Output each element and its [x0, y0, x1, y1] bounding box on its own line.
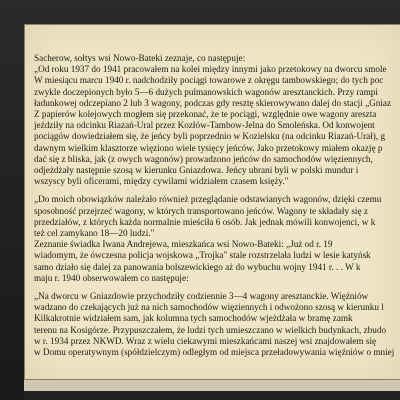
text-line: też cel zamykano 18—20 ludzi."	[34, 228, 155, 239]
text-line: w Domu operatywnym (spółdzielczym) odległym od miejsca przeładowywania więźniów o mniej	[34, 347, 395, 358]
text-line: wiadomym, że ówczesna policja wojskowa „Trojka" stale rozstrzelała ludzi w lesie katyńsk	[34, 250, 371, 261]
text-line: przedziałów, z których każda normalnie mieściła 6 osób. Jak jednak mówili konwojenci, w k	[34, 216, 376, 227]
text-line: Kilkakrotnie widziałem sam, jak kolumna tych samochodów wjeżdżała w bramę zamk	[34, 313, 353, 324]
text-line: dawnym wielkim klasztorze więziono wiele tysięcy jeńców. Jako przetokowy miałem okazję p	[34, 142, 383, 153]
text-line: dać się z bliska, jak (z owych wagonów) prowadzono jeńców do samochodów więziennych,	[34, 153, 373, 164]
text-line: w r. 1934 przez NKWD. Wraz z wielu ciekawymi mieszkańcami naszej wsi znajdowałem się	[34, 335, 377, 346]
text-line: pociągów dowiedziałem się, że jeńcy byli poprzednio w Kozielsku (na odcinku Riazań-Urał), g	[34, 131, 386, 142]
paragraph-gap	[34, 187, 400, 194]
document-page	[24, 24, 400, 380]
text-line: W miesiącu marcu 1940 r. nadchodziły pociągi towarowe z okręgu tambowskiego; do tych poc	[34, 75, 384, 86]
text-line: wadzano do czekających już na nich samochodów więziennych i odwożono szosą w kierunku l	[34, 302, 384, 313]
text-line: Sacherow, sołtys wsi Nowo-Bateki zeznaje, co następuje:	[34, 53, 246, 63]
paragraph-gap	[34, 284, 400, 291]
text-line: „Od roku 1937 do 1941 pracowałem na kolei między innymi jako przetokowy na dworcu smole	[34, 64, 387, 75]
text-line: maju r. 1940 obserwowałem co następuje:	[34, 272, 189, 283]
text-line: samo działo się dalej za panowania bolszewickiego aż do wybuchu wojny 1941 r. . . W k	[34, 261, 361, 272]
text-line: odjeżdżały następnie szosą w kierunku Gniazdowa. Jeńcy ubrani byli w polski mundur i	[34, 165, 359, 176]
text-line: „Do moich obowiązków należało również przeglądanie odstawianych wagonów, dzięki czemu	[34, 194, 382, 205]
text-line: sposobność przejrzeć wagony, w których transportowano jeńców. Wagony te składały się z	[34, 205, 368, 216]
scan-shadow	[24, 391, 400, 400]
text-line: Zeznanie świadka Iwana Andrejewa, mieszkańca wsi Nowo-Bateki: „Już od r. 19	[34, 239, 333, 250]
text-line: terenu na Kosigórze. Przypuszczałem, że ludzi tych umieszczano w wielkich budynkach, zbudo	[34, 324, 387, 335]
text-line: ładunkowej odczepiano 2 lub 3 wagony, podczas gdy resztę skierowywano dalej do stacji „Gniaz	[34, 97, 392, 108]
text-line: jeździły na odcinku Riazań-Ural przez Kozłów-Tambow-Jelna do Smoleńska. Od konwojent	[34, 120, 375, 131]
text-line: Z papierów kolejowych mogłem się przekonać, że te pociągi, względnie owe wagony areszta	[34, 109, 377, 120]
text-line: „Na dworcu w Gniazdowie przychodziły codziennie 3—4 wagony aresztanckie. Więźniów	[34, 291, 369, 302]
text-line: zwykle doczepionych było 5—6 dużych pulmanowskich wagonów aresztanckich. Przy rampi	[34, 86, 378, 97]
text-line: wszyscy byli oficerami, między cywilami widziałem czasem księży."	[34, 176, 289, 187]
document-text	[34, 53, 400, 358]
